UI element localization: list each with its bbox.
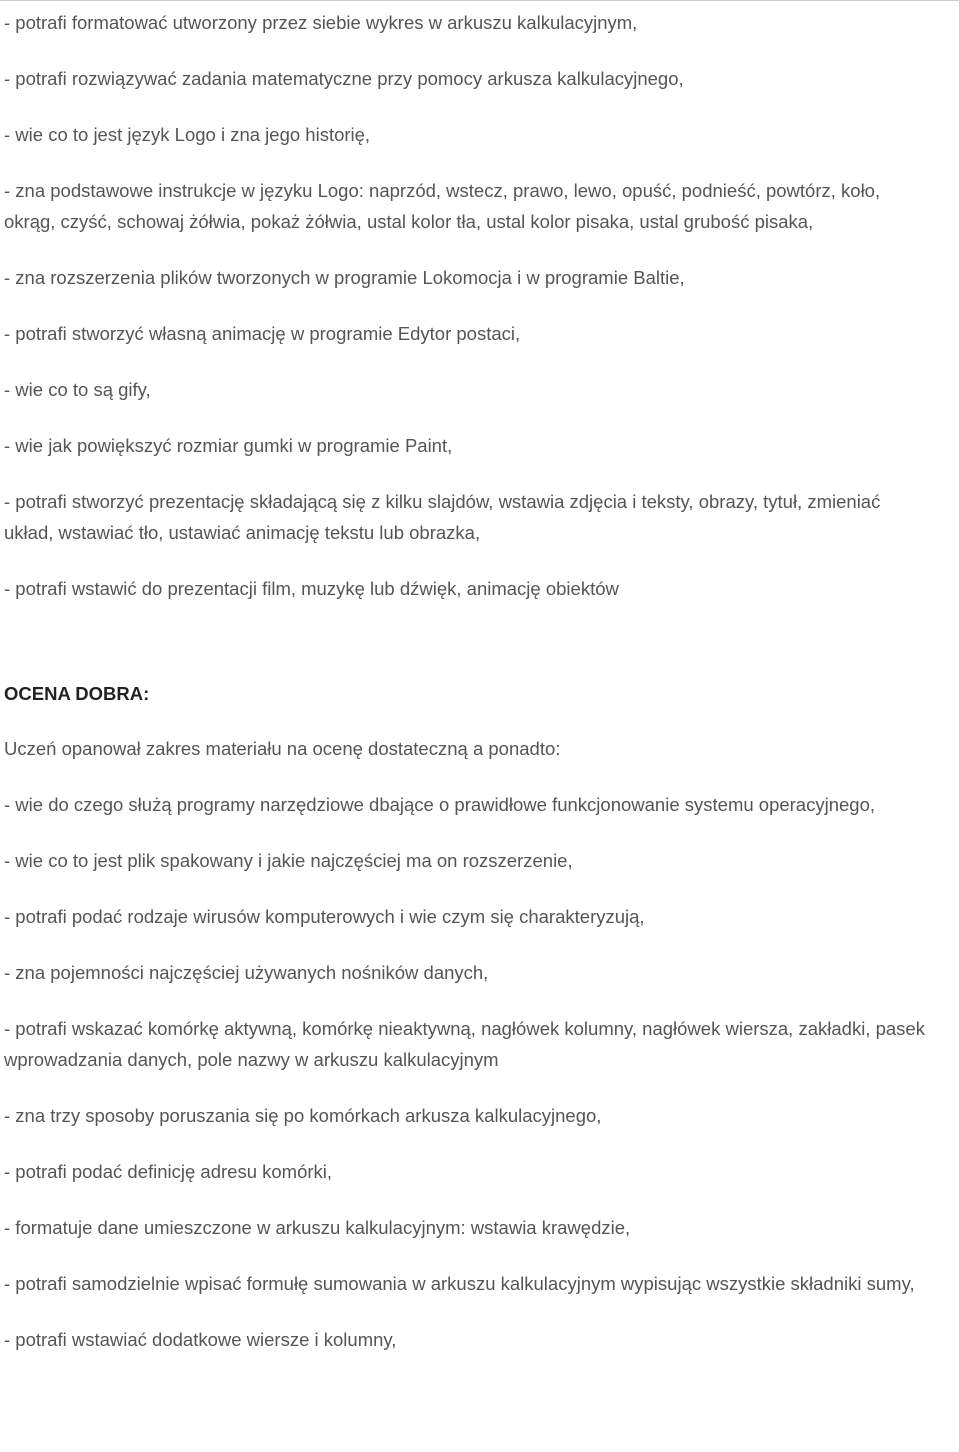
list-item: - potrafi formatować utworzony przez siebie wykres w arkuszu kalkulacyjnym, <box>4 12 638 33</box>
list-item: - potrafi rozwiązywać zadania matematyczne przy pomocy arkusza kalkulacyjnego, <box>4 68 684 89</box>
list-item: - potrafi podać definicję adresu komórki, <box>4 1161 333 1182</box>
list-item: - potrafi stworzyć własną animację w programie Edytor postaci, <box>4 323 521 344</box>
list-item: - potrafi wstawić do prezentacji film, muzykę lub dźwięk, animację obiektów <box>4 578 619 599</box>
list-item: - zna podstawowe instrukcje w języku Logo: naprzód, wstecz, prawo, lewo, opuść, podnieść, powtórz, koło, okrąg, czyść, schowaj żółwia, pokaż żółwia, ustal kolor tła, ustal kolor pisaka, ustal grubość pisaka, <box>4 180 881 232</box>
list-item: - formatuje dane umieszczone w arkuszu kalkulacyjnym: wstawia krawędzie, <box>4 1217 631 1238</box>
list-item: - zna trzy sposoby poruszania się po komórkach arkusza kalkulacyjnego, <box>4 1105 602 1126</box>
list-item: - potrafi wskazać komórkę aktywną, komórkę nieaktywną, nagłówek kolumny, nagłówek wiersza, zakładki, pasek wprowadzania danych, pole nazwy w arkuszu kalkulacyjnym <box>4 1018 925 1070</box>
list-item: - potrafi samodzielnie wpisać formułę sumowania w arkuszu kalkulacyjnym wypisując wszystkie składniki sumy, <box>4 1273 915 1294</box>
list-item: - potrafi podać rodzaje wirusów komputerowych i wie czym się charakteryzują, <box>4 906 645 927</box>
section-intro: Uczeń opanował zakres materiału na ocenę dostateczną a ponadto: <box>4 738 561 759</box>
list-item: - wie jak powiększyć rozmiar gumki w programie Paint, <box>4 435 453 456</box>
section-spacer <box>4 629 934 678</box>
list-item: - zna pojemności najczęściej używanych nośników danych, <box>4 962 489 983</box>
list-item: - potrafi stworzyć prezentację składającą się z kilku slajdów, wstawia zdjęcia i teksty, obrazy, tytuł, zmieniać układ, wstawiać tło, ustawiać animację tekstu lub obrazka, <box>4 491 881 543</box>
list-item: - potrafi wstawiać dodatkowe wiersze i kolumny, <box>4 1329 397 1350</box>
list-item: - wie co to są gify, <box>4 379 151 400</box>
section-heading: OCENA DOBRA: <box>4 683 150 704</box>
list-item: - wie do czego służą programy narzędziowe dbające o prawidłowe funkcjonowanie systemu operacyjnego, <box>4 794 875 815</box>
document-content <box>4 7 934 1380</box>
list-item: - wie co to jest plik spakowany i jakie najczęściej ma on rozszerzenie, <box>4 850 573 871</box>
list-item: - zna rozszerzenia plików tworzonych w programie Lokomocja i w programie Baltie, <box>4 267 685 288</box>
list-item: - wie co to jest język Logo i zna jego historię, <box>4 124 371 145</box>
